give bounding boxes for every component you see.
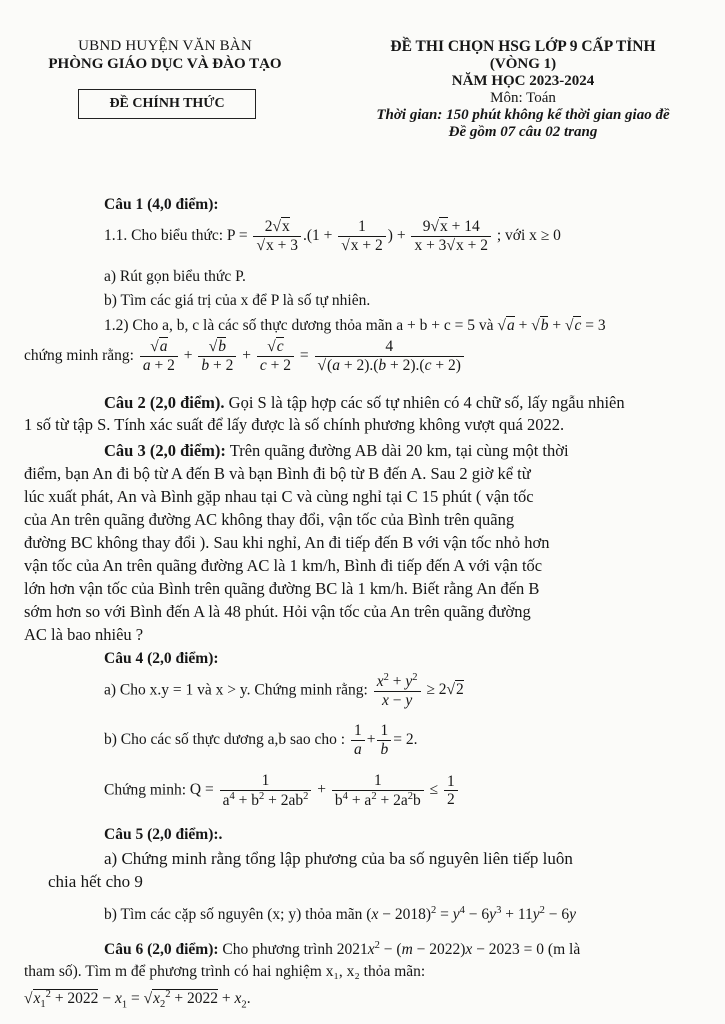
q3-line5: đường BC không thay đổi ). Sau khi nghỉ, An đi tiếp đến B với vận tốc nhỏ hơn [24, 533, 550, 552]
q2-line2: 1 số từ tập S. Tính xác suất để lấy được là số chính phương không vượt quá 2022. [24, 415, 565, 434]
q6-line2: tham số). Tìm m để phương trình có hai nghiệm x₁, x₂ thỏa mãn: [24, 963, 426, 980]
q4-q-inequality: Q = $\frac{1}{a^4 + b^2 + 2ab^2}$ + $\frac{1}{b^4 + a^2 + 2a^2b}$ ≤ $\frac{1}{2}$ [190, 781, 460, 798]
q1-b: b) Tìm các giá trị của x để P là số tự nhiên. [104, 292, 371, 309]
q1-a: a) Rút gọn biểu thức P. [104, 268, 246, 285]
q3-line6: vận tốc của An trên quãng đường AC là 1 km/h, Bình đi tiếp đến A với vận tốc [24, 556, 543, 575]
q2-text1: Gọi S là tập hợp các số tự nhiên có 4 chữ số, lấy ngẫu nhiên [228, 393, 625, 412]
q1-expression-line [104, 218, 561, 255]
q6-title: Câu 6 (2,0 điểm): [104, 941, 219, 959]
q1-p11-condition: ; với x ≥ 0 [496, 226, 561, 244]
q1-title: Câu 1 (4,0 điểm): [104, 196, 219, 213]
q4-a-line [104, 672, 464, 710]
header-left [20, 38, 310, 73]
q4-b-line [104, 722, 417, 759]
q5-b-line [104, 905, 576, 924]
q5-b: b) Tìm các cặp số nguyên (x; y) thỏa mãn [104, 906, 363, 924]
q3-text1: Trên quãng đường AB dài 20 km, tại cùng một thời [229, 441, 569, 460]
q3-line4: của An trên quãng đường AC không thay đổi, vận tốc của Bình trên quãng [24, 510, 515, 529]
q4-a: a) Cho x.y = 1 và x > y. Chứng minh rằng: [104, 681, 368, 699]
q5-title: Câu 5 (2,0 điểm):. [104, 826, 223, 843]
q4-a-inequality: $\frac{x^2 + y^2}{x - y}$ ≥ 2√ 2 [372, 681, 464, 698]
q4-prove: Chứng minh: [104, 781, 187, 799]
exam-pages: Đề gồm 07 câu 02 trang [448, 124, 598, 140]
q3-title: Câu 3 (2,0 điểm): [104, 441, 226, 460]
exam-time: Thời gian: 150 phút không kể thời gian giao đề [376, 107, 670, 123]
q6-text1-tail: (m là [547, 941, 581, 959]
q1-prove: chứng minh rằng: [24, 346, 134, 364]
q2-title: Câu 2 (2,0 điểm). [104, 393, 225, 412]
q6-equation: $2021x^2 - (m - 2022)x - 2023 = 0$ [336, 940, 545, 959]
q5-equation: $(x - 2018)^2 = y^4 - 6y^3 + 11y^2 - 6y$ [366, 905, 577, 924]
q1-p11-prefix: 1.1. Cho biểu thức: [104, 226, 224, 244]
q6-condition: √ $x_1^2 + 2022 - x_1$ = √ $x_2^2 + 2022 + x_2$. [24, 989, 251, 1010]
org-line-1: UBND HUYỆN VĂN BÀN [78, 38, 252, 54]
q3-line2: điểm, bạn An đi bộ từ A đến B và bạn Bình đi bộ từ B đến A. Sau 2 giờ kể từ [24, 464, 531, 483]
exam-title: ĐỀ THI CHỌN HSG LỚP 9 CẤP TỈNH [390, 38, 656, 55]
q3-line8: sớm hơn so với Bình đến A là 48 phút. Hỏi vận tốc của An trên quãng đường [24, 602, 531, 621]
q1-formula-p: P = 2√ x √ x + 3 .(1 + 1 √ x + 2 ) + $\frac{9√ x + 14}{x + 3√ x + 2}$ [227, 227, 497, 244]
q3-line7: lớn hơn vận tốc của Bình trên quãng đường BC là 1 km/h. Biết rằng An đến B [24, 579, 540, 598]
q3-line1 [104, 441, 569, 461]
q5-a-line2: chia hết cho 9 [48, 872, 143, 891]
q1-identity: √ $\frac{a}{a + 2}$ + √ $\frac{b}{b + 2}$ + √ $\frac{c}{c + 2}$ = 4 √ (a + 2).(b + 2).(c + 2) [138, 347, 466, 364]
official-stamp: ĐỀ CHÍNH THỨC [78, 89, 256, 119]
q4-b: b) Cho các số thực dương a,b sao cho : [104, 730, 346, 748]
q4-prove-line [104, 772, 460, 810]
q1-p12: 1.2) Cho a, b, c là các số thực dương thỏa mãn a + b + c = 5 và [104, 317, 494, 334]
q3-line9: AC là bao nhiêu ? [24, 625, 144, 644]
q6-line1 [104, 940, 580, 959]
q4-title: Câu 4 (2,0 điểm): [104, 650, 219, 667]
exam-round: (VÒNG 1) [489, 56, 557, 72]
q4-b-condition: $\frac{1}{a}$ + $\frac{1}{b}$ = 2. [349, 731, 418, 748]
header-right [328, 38, 718, 141]
q6-text1: Cho phương trình [222, 941, 333, 959]
q1-sqrt-sum: √ a + √ b + √ c = 3 [497, 316, 605, 334]
q3-line3: lúc xuất phát, An và Bình gặp nhau tại C và cùng nghỉ tại C 15 phút ( vận tốc [24, 487, 534, 506]
exam-year: NĂM HỌC 2023-2024 [451, 73, 595, 89]
q1-prove-line [24, 338, 466, 375]
q5-a-line1: a) Chứng minh rằng tổng lập phương của ba số nguyên liên tiếp luôn [104, 849, 573, 868]
q2-line1 [104, 393, 625, 413]
exam-subject: Môn: Toán [490, 90, 556, 106]
q1-p12-line [104, 317, 606, 335]
org-line-2: PHÒNG GIÁO DỤC VÀ ĐÀO TẠO [48, 56, 282, 72]
